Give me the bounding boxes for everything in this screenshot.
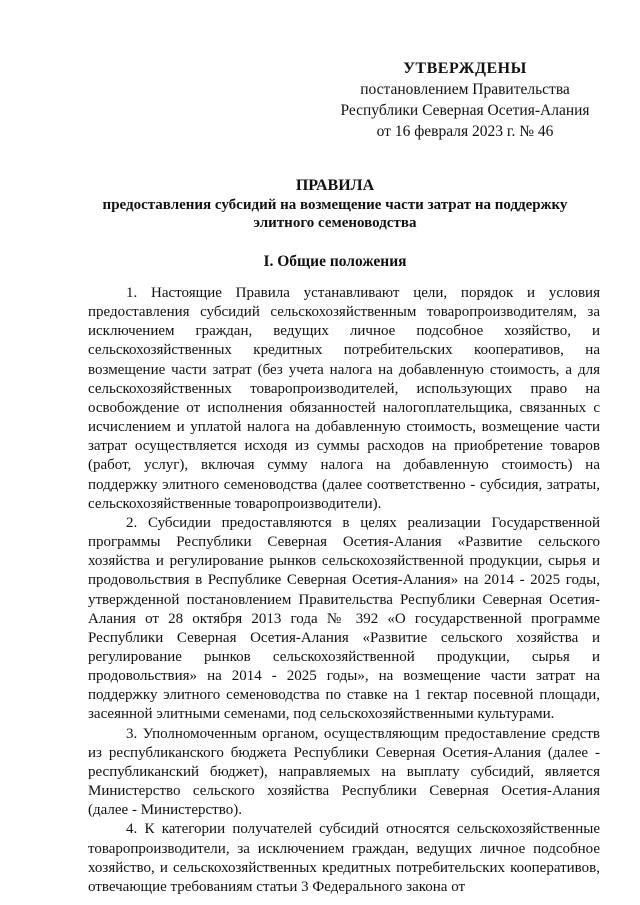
paragraph-2: 2. Субсидии предоставляются в целях реализации Государственной программы Республики Северная Осетия-Алания «Развитие сельского хозяйства и регулирование рынков сельскохозяйственной продукции, сырья и продовольствия в Республике Северная Осетия-Алания» на 2014 - 2025 годы, утвержденной постановлением Правительства Республики Северная Осетия-Алания от 28 октября 2013 года № 392 «О государственной программе Республики Северная Осетия-Алания «Развитие сельского хозяйства и регулирование рынков сельскохозяйственной продукции, сырья и продовольствия» на 2014 - 2025 годы», на возмещение части затрат на поддержку элитного семеноводства по ставке на 1 гектар посевной площади, засеянной элитными семенами, под сельскохозяйственными культурами. <box>88 514 600 723</box>
paragraph-1: 1. Настоящие Правила устанавливают цели, порядок и условия предоставления субсидий сельскохозяйственным товаропроизводителям, за исключением граждан, ведущих личное подсобное хозяйство, и сельскохозяйственных кредитных потребительских кооперативов, на возмещение части затрат (без учета налога на добавленную стоимость, а для сельскохозяйственных товаропроизводителей, использующих право на освобождение от исполнения обязанностей налогоплательщика, связанных с исчислением и уплатой налога на добавленную стоимость, возмещение части затрат осуществляется исходя из суммы расходов на приобретение товаров (работ, услуг), включая сумму налога на добавленную стоимость) на поддержку элитного семеноводства (далее соответственно - субсидия, затраты, сельскохозяйственные товаропроизводители). <box>88 285 600 512</box>
title-rules: ПРАВИЛА <box>295 177 375 194</box>
title-subtitle-line-1: предоставления субсидий на возмещение части затрат на поддержку <box>102 197 568 213</box>
approval-stamp <box>330 58 600 142</box>
approval-line-1: постановлением Правительства <box>360 81 570 98</box>
paragraph-3: 3. Уполномоченным органом, осуществляющим предоставление средств из республиканского бюджета Республики Северная Осетия-Алания (далее - республиканский бюджет), направляемых на выплату субсидий, является Министерство сельского хозяйства Республики Северная Осетия-Алания (далее - Министерство). <box>88 725 600 819</box>
approval-line-3: от 16 февраля 2023 г. № 46 <box>376 123 554 140</box>
paragraph-4: 4. К категории получателей субсидий относятся сельскохозяйственные товаропроизводители, за исключением граждан, ведущих личное подсобное хозяйство, и сельскохозяйственных кредитных потребительских кооперативов, отвечающие требованиям статьи 3 Федерального закона от <box>88 821 600 895</box>
approval-line-2: Республики Северная Осетия-Алания <box>340 102 590 119</box>
approval-heading: УТВЕРЖДЕНЫ <box>403 60 527 77</box>
document-body <box>88 284 600 897</box>
document-title <box>80 176 590 232</box>
title-subtitle-line-2: элитного семеноводства <box>253 215 417 231</box>
section-heading: I. Общие положения <box>263 253 407 270</box>
